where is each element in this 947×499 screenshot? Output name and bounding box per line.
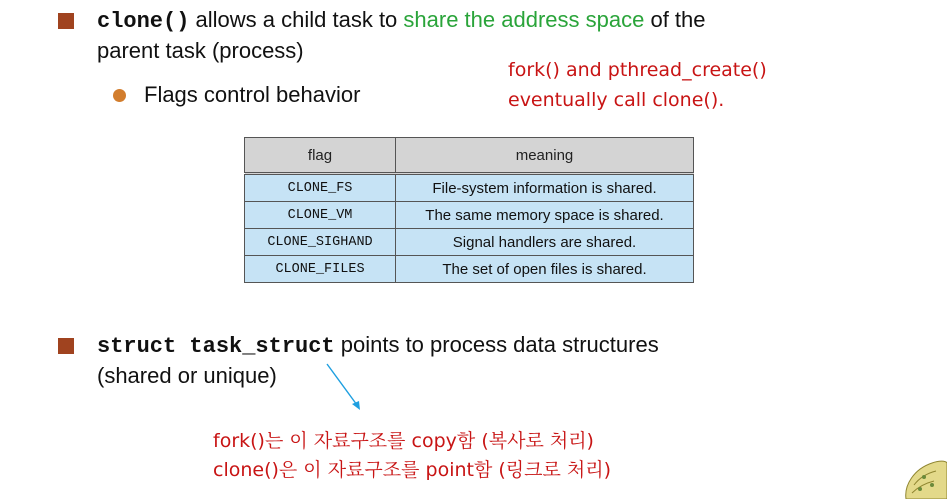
flag-cell: CLONE_SIGHAND xyxy=(245,229,396,256)
address-space-highlight: share the address space xyxy=(403,7,645,32)
bullet2-text-a: points to process data structures xyxy=(334,332,659,357)
bullet-square-2 xyxy=(58,338,74,354)
table-row xyxy=(245,256,694,283)
note2-line1: fork()는 이 자료구조를 copy함 (복사로 처리) xyxy=(213,430,594,452)
header-flag: flag xyxy=(245,138,396,174)
pointer-arrow-icon xyxy=(320,360,370,420)
bullet1-line2: parent task (process) xyxy=(97,38,304,63)
flag-cell: CLONE_FS xyxy=(245,174,396,202)
corner-dinosaur-illustration xyxy=(884,455,947,499)
bullet2-line2: (shared or unique) xyxy=(97,363,277,388)
flag-cell: CLONE_FILES xyxy=(245,256,396,283)
sub-bullet-text: Flags control behavior xyxy=(144,82,361,107)
note1-line2: eventually call clone(). xyxy=(508,89,725,111)
clone-flags-table xyxy=(244,137,694,283)
table-row xyxy=(245,202,694,229)
bullet1-text-a: allows a child task to xyxy=(189,7,404,32)
sub-bullet-dot xyxy=(113,89,126,102)
bullet2-line1 xyxy=(97,332,659,360)
note2-line2: clone()은 이 자료구조를 point함 (링크로 처리) xyxy=(213,459,611,481)
table-row xyxy=(245,229,694,256)
table-header-row xyxy=(245,138,694,174)
note1-line1: fork() and pthread_create() xyxy=(508,59,767,81)
meaning-cell: The same memory space is shared. xyxy=(396,202,694,229)
clone-code: clone() xyxy=(97,9,190,34)
bullet1-line1 xyxy=(97,7,706,35)
task-struct-code: struct task_struct xyxy=(97,334,335,359)
table-row xyxy=(245,174,694,202)
meaning-cell: Signal handlers are shared. xyxy=(396,229,694,256)
meaning-cell: The set of open files is shared. xyxy=(396,256,694,283)
flag-cell: CLONE_VM xyxy=(245,202,396,229)
bullet1-text-b: of the xyxy=(644,7,706,32)
meaning-cell: File-system information is shared. xyxy=(396,174,694,202)
header-meaning: meaning xyxy=(396,138,694,174)
bullet-square-1 xyxy=(58,13,74,29)
